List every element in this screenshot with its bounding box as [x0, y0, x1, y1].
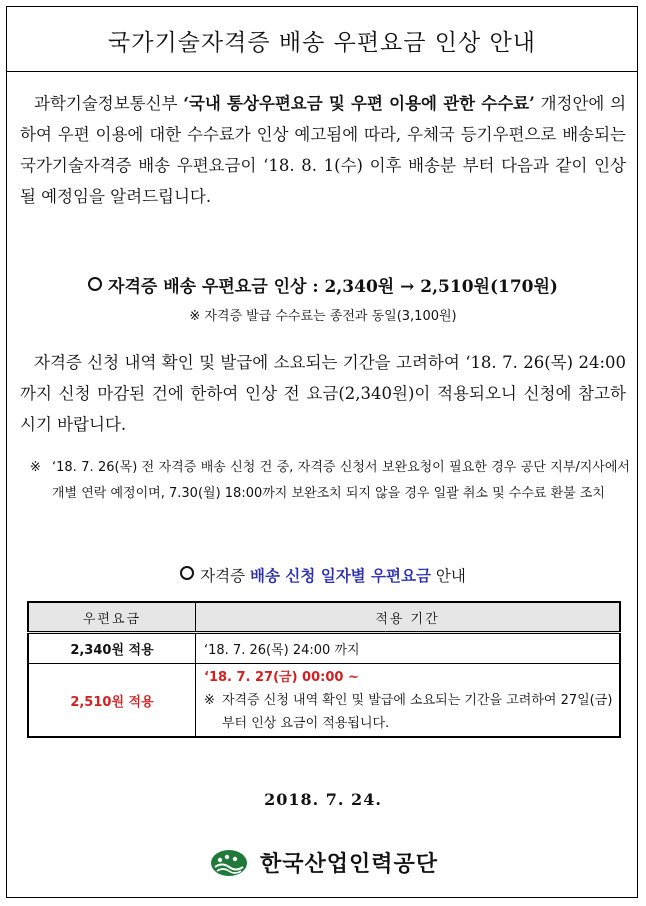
period-note-mark: ※ — [204, 692, 215, 708]
header-fee: 우편요금 — [28, 602, 196, 633]
subhead-highlight: 배송 신청 일자별 우편요금 — [250, 567, 431, 585]
deadline-paragraph — [20, 347, 626, 440]
period-note-text: 자격증 신청 내역 확인 및 발급에 소요되는 기간을 고려하여 27일(금)부터 인상 요금이 적용됩니다. — [222, 692, 613, 731]
subhead-prefix: 자격증 — [200, 567, 251, 585]
page-title: 국가기술자격증 배송 우편요금 인상 안내 — [108, 30, 536, 56]
fee-cell: 2,340원 적용 — [28, 633, 196, 664]
table-row — [28, 664, 620, 738]
intro-part1: 과학기술정보통신부 — [34, 94, 184, 113]
title-box — [6, 6, 638, 72]
period-cell — [196, 664, 621, 738]
circle-bullet-icon — [180, 566, 194, 580]
period-note — [204, 689, 618, 735]
table-row — [28, 633, 620, 664]
note-text: ‘18. 7. 26(목) 전 자격증 배송 신청 건 중, 자격증 신청서 보완요청이 필요한 경우 공단 지부/지사에서 개별 연락 예정이며, 7.30(월) 18:00까지 보완조치 되지 않을 경우 일괄 취소 및 수수료 환불 조치 — [52, 460, 630, 501]
subhead-suffix: 안내 — [430, 567, 466, 585]
hrdk-logo-icon — [210, 849, 248, 877]
period-cell: ‘18. 7. 26(목) 24:00 까지 — [196, 633, 621, 664]
fee-note: ※ 자격증 발급 수수료는 종전과 동일(3,100원) — [189, 309, 457, 324]
intro-bold: ‘국내 통상우편요금 및 우편 이용에 관한 수수료’ — [183, 94, 535, 113]
organization-signature — [210, 847, 438, 878]
circle-bullet-icon — [88, 277, 102, 291]
headline-text: 자격증 배송 우편요금 인상 : 2,340원 → 2,510원(170원) — [108, 277, 558, 297]
note-mark: ※ — [30, 460, 41, 475]
rate-table-heading — [0, 564, 646, 586]
rate-table — [27, 601, 621, 738]
notice-date: 2018. 7. 24. — [264, 790, 382, 809]
table-header-row — [28, 602, 620, 633]
fee-cell: 2,510원 적용 — [28, 664, 196, 738]
deadline-text: 자격증 신청 내역 확인 및 발급에 소요되는 기간을 고려하여 ‘18. 7. 26(목) 24:00 까지 신청 마감된 건에 한하여 인상 전 요금(2,340원)이 적용되오니 신청에 참고하시기 바랍니다. — [20, 353, 626, 434]
header-period: 적용 기간 — [196, 602, 621, 633]
rate-headline — [0, 272, 646, 297]
organization-name: 한국산업인력공단 — [260, 852, 439, 877]
intro-part2: 개정안에 의하여 우편 이용에 대한 수수료가 인상 예고됨에 따라, 우체국 등기우편으로 배송되는 국가기술자격증 배송 우편요금이 ‘18. 8. 1(수) 이후 배송분 부터 다음과 같이 인상될 예정임을 알려드립니다. — [20, 94, 627, 206]
supplement-note — [30, 455, 630, 507]
period-start: ‘18. 7. 27(금) 00:00 ~ — [204, 669, 359, 685]
intro-paragraph — [20, 88, 626, 212]
